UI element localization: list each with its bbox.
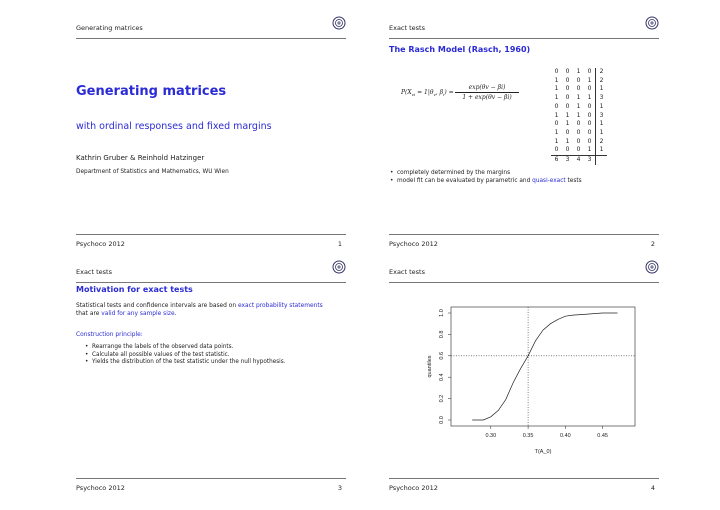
matrix-cell: 0 [587,85,592,93]
matrix-cell: 1 [587,76,592,84]
matrix-cell: 0 [565,102,570,110]
presentation-title: Generating matrices [76,84,227,99]
matrix-cell: 0 [565,68,570,75]
footer-rule [76,478,346,479]
slide-title: Motivation for exact tests [76,285,193,294]
matrix-cell: 1 [576,102,581,110]
row-total: 3 [596,112,608,121]
row-total: 1 [596,146,608,155]
matrix-cell: 0 [576,85,581,93]
matrix-cell: 0 [565,94,570,102]
column-total: 4 [573,156,584,165]
matrix-cell: 1 [565,120,570,128]
formula-numerator: exp(θv − βi) [468,84,506,91]
matrix-cell: 1 [554,137,559,145]
slide-footer: Psychoco 2012 [389,484,438,492]
quantile-series-line [472,313,617,420]
matrix-cell: 1 [576,94,581,102]
matrix-cell: 0 [587,120,592,128]
response-matrix [551,68,607,165]
matrix-cell: 1 [587,94,592,102]
matrix-cell: 1 [554,128,559,136]
y-tick-label: 1.0 [439,309,445,317]
matrix-cell: 0 [554,102,559,110]
y-tick-label: 0.4 [439,373,445,382]
formula-part: , β [435,89,444,96]
row-total: 2 [596,68,608,77]
matrix-row [551,129,607,138]
column-total: 6 [551,156,562,165]
matrix-row [551,103,607,112]
x-tick-label: 0.35 [522,433,534,439]
quasi-exact-link[interactable]: quasi-exact [532,178,566,184]
row-total: 1 [596,120,608,129]
x-tick-label: 0.30 [485,433,497,439]
footer-rule [389,478,659,479]
slide-header: Generating matrices [76,24,143,32]
sample-size-link[interactable]: valid for any sample size [101,311,175,317]
matrix-row [551,112,607,121]
y-tick-label: 0.0 [439,416,445,424]
row-total: 1 [596,103,608,112]
matrix-row [551,68,607,77]
slide-header: Exact tests [389,24,425,32]
y-tick-label: 0.8 [439,330,445,339]
formula-part: = 1|θ [415,89,434,96]
header-rule [389,38,659,39]
matrix-cell: 0 [587,128,592,136]
header-rule [76,38,346,39]
fraction-bar [455,92,519,93]
construction-principle-label: Construction principle: [76,332,143,338]
y-tick-label: 0.2 [439,394,445,403]
row-total: 2 [596,138,608,147]
row-total: 1 [596,85,608,94]
formula-part: P(X [401,89,412,96]
matrix-cell: 0 [565,85,570,93]
bullet-item [397,169,582,177]
matrix-cell: 0 [576,137,581,145]
matrix-row [551,77,607,86]
slide-footer: Psychoco 2012 [76,484,125,492]
matrix-row [551,138,607,147]
matrix-cell: 0 [565,76,570,84]
matrix-cell: 0 [587,111,592,119]
bullet-item: • Yields the distribution of the test statistic under the null hypothesis. [92,359,286,367]
column-total: 3 [562,156,573,165]
presentation-subtitle: with ordinal responses and fixed margins [76,121,272,132]
y-tick-label: 0.6 [439,351,445,360]
matrix-row [551,120,607,129]
matrix-cell: 1 [554,94,559,102]
footer-rule [389,234,659,235]
footer-rule [76,234,346,235]
matrix-cell: 0 [587,102,592,110]
motivation-paragraph [76,302,336,318]
bullet-text: completely determined by the margins [397,170,511,176]
bullet-text: tests [565,178,582,184]
matrix-cell: 1 [565,137,570,145]
slide-1 [76,14,346,249]
university-seal-icon [332,16,346,30]
matrix-cell: 0 [576,120,581,128]
matrix-cell: 1 [554,76,559,84]
bullet-item: • Calculate all possible values of the test statistic. [92,352,286,360]
slide-title: The Rasch Model (Rasch, 1960) [389,45,531,54]
matrix-cell: 0 [587,137,592,145]
university-seal-icon [332,260,346,274]
matrix-cell: 1 [554,85,559,93]
matrix-cell: 1 [587,146,592,154]
matrix-cell: 0 [576,76,581,84]
university-seal-icon [645,260,659,274]
matrix-row [551,146,607,155]
bullet-item: • Rearrange the labels of the observed data points. [92,344,286,352]
quantile-chart [389,288,659,478]
matrix-cell: 0 [576,146,581,154]
para-text: that are [76,311,102,317]
slide-3 [76,258,346,493]
column-total: 3 [584,156,596,165]
formula-part: ) = [444,89,454,96]
page-number: 3 [337,484,342,492]
affiliation: Department of Statistics and Mathematics, WU Wien [76,169,229,175]
matrix-cell: 0 [565,128,570,136]
formula-part: v [433,92,436,98]
bullet-list [84,344,286,367]
matrix-cell: 0 [587,68,592,75]
row-total: 1 [596,129,608,138]
slide-header: Exact tests [389,268,425,276]
slide-header: Exact tests [76,268,112,276]
formula-part: vi [411,92,416,98]
authors: Kathrin Gruber & Reinhold Hatzinger [76,154,205,162]
matrix-cell: 0 [554,146,559,154]
y-axis-label: quantiles [427,355,433,378]
para-text: Statistical tests and confidence intervals are based on [76,303,238,309]
header-rule [389,282,659,283]
exact-probability-link[interactable]: exact probability statements [237,303,323,309]
matrix-cell: 1 [554,111,559,119]
page-number: 4 [650,484,655,492]
slide-2 [389,14,659,249]
university-seal-icon [645,16,659,30]
bullet-list [389,169,582,185]
matrix-cell: 0 [565,146,570,154]
matrix-cell: 0 [576,128,581,136]
matrix-cell: 0 [554,120,559,128]
matrix-totals-row [551,156,607,165]
matrix-row [551,85,607,94]
matrix-row [551,94,607,103]
page-number: 2 [650,240,655,248]
matrix-cell: 1 [576,68,581,75]
row-total: 2 [596,77,608,86]
matrix-cell: 1 [576,111,581,119]
para-text: . [174,311,177,317]
bullet-text: model fit can be evaluated by parametric and [397,178,533,184]
empty-cell [596,156,608,165]
slide-footer: Psychoco 2012 [76,240,125,248]
matrix-cell: 0 [554,68,559,75]
formula-denominator: 1 + exp(θv − βi) [462,94,512,101]
x-tick-label: 0.40 [560,433,571,439]
row-total: 3 [596,94,608,103]
slide-footer: Psychoco 2012 [389,240,438,248]
bullet-item [397,177,582,185]
header-rule [76,282,346,283]
matrix-cell: 1 [565,111,570,119]
page-number: 1 [337,240,342,248]
x-axis-label: T(A_0) [534,449,552,455]
slide-4 [389,258,659,493]
x-tick-label: 0.45 [597,433,608,439]
formula-part: i [443,92,445,98]
plot-frame [451,307,635,426]
